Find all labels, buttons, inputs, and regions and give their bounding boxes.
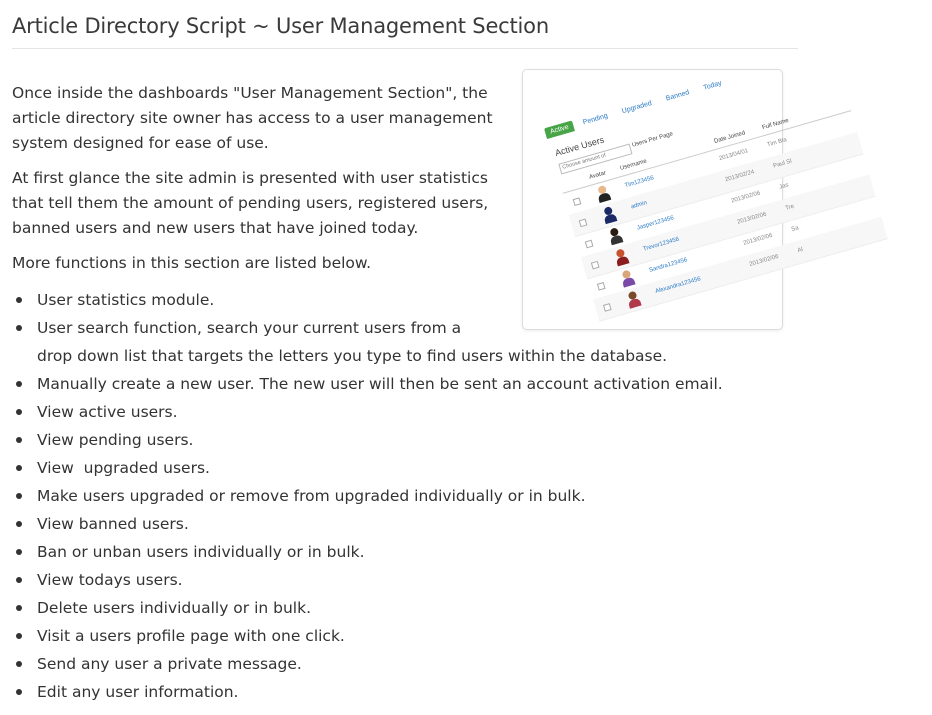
row-username: Jasper123456 bbox=[636, 215, 675, 232]
row-date-joined: 2013/02/06 bbox=[730, 190, 762, 205]
screenshot-section-title: Active Users bbox=[553, 134, 606, 159]
row-checkbox bbox=[579, 219, 588, 228]
row-date-joined: 2013/02/06 bbox=[736, 211, 768, 226]
list-item-text: View banned users. bbox=[37, 515, 189, 533]
list-item bbox=[12, 370, 723, 398]
avatar bbox=[600, 205, 618, 224]
list-item bbox=[12, 622, 723, 650]
bullet-icon bbox=[16, 437, 22, 443]
list-item-text: View upgraded users. bbox=[37, 459, 210, 477]
row-username: Tim123456 bbox=[624, 175, 655, 190]
avatar bbox=[606, 226, 624, 245]
tab-pending: Pending bbox=[582, 112, 609, 127]
row-checkbox bbox=[573, 197, 582, 206]
row-date-joined: 2013/02/06 bbox=[748, 253, 780, 268]
list-item bbox=[12, 650, 723, 678]
list-item bbox=[12, 426, 723, 454]
tab-active: Active bbox=[544, 120, 575, 139]
list-item-text-continued: drop down list that targets the letters you type to find users within the database. bbox=[37, 347, 668, 365]
avatar bbox=[594, 184, 612, 203]
list-item bbox=[12, 286, 723, 314]
bullet-icon bbox=[16, 605, 22, 611]
list-item-text: User statistics module. bbox=[37, 291, 215, 309]
row-full-name: Paul Sl bbox=[772, 158, 793, 170]
list-item bbox=[12, 510, 723, 538]
bullet-icon bbox=[16, 577, 22, 583]
list-item bbox=[12, 398, 723, 426]
row-username: admin bbox=[630, 200, 648, 211]
tab-upgraded: Upgraded bbox=[621, 99, 653, 116]
row-username: Alexandra123456 bbox=[654, 276, 702, 295]
list-item-text: View pending users. bbox=[37, 431, 194, 449]
list-item-text: Edit any user information. bbox=[37, 683, 239, 701]
column-avatar: Avatar bbox=[588, 170, 607, 181]
list-item-text: User search function, search your current users from a bbox=[37, 319, 462, 337]
list-item-text: Manually create a new user. The new user will then be sent an account activation email. bbox=[37, 375, 723, 393]
screenshot-per-page-label: Users Per Page bbox=[631, 131, 674, 149]
list-item-text: View active users. bbox=[37, 403, 178, 421]
list-item bbox=[12, 566, 723, 594]
tab-today: Today bbox=[702, 79, 723, 92]
list-item bbox=[12, 538, 723, 566]
tab-banned: Banned bbox=[665, 89, 691, 103]
list-item bbox=[12, 482, 723, 510]
list-item-text: Delete users individually or in bulk. bbox=[37, 599, 312, 617]
column-full-name: Full Name bbox=[761, 117, 790, 132]
list-item-text: Visit a users profile page with one click. bbox=[37, 627, 345, 645]
screenshot-amount-select: Choose amount of bbox=[558, 143, 632, 174]
row-full-name: Tim Bla bbox=[766, 137, 788, 149]
avatar bbox=[613, 247, 631, 266]
functions-paragraph: More functions in this section are listed below. bbox=[12, 254, 372, 272]
row-full-name: Sa bbox=[790, 225, 800, 234]
page-title: Article Directory Script ~ User Management Section bbox=[12, 14, 549, 38]
bullet-icon bbox=[16, 325, 22, 331]
list-item-text: Send any user a private message. bbox=[37, 655, 302, 673]
bullet-icon bbox=[16, 661, 22, 667]
row-checkbox bbox=[591, 261, 600, 270]
row-username: Sandra123456 bbox=[648, 257, 689, 274]
list-item bbox=[12, 678, 723, 706]
bullet-icon bbox=[16, 493, 22, 499]
statistics-paragraph: At first glance the site admin is presented with user statistics that tell them the amount of pending users, registered users, banned users and new users that have joined today. bbox=[12, 169, 489, 237]
list-item bbox=[12, 454, 723, 482]
screenshot-tabs bbox=[544, 76, 732, 142]
bullet-icon bbox=[16, 633, 22, 639]
row-username: Trevor123456 bbox=[642, 236, 680, 253]
bullet-icon bbox=[16, 549, 22, 555]
bullet-icon bbox=[16, 521, 22, 527]
list-item-text: Ban or unban users individually or in bulk. bbox=[37, 543, 365, 561]
row-date-joined: 2013/02/24 bbox=[724, 169, 756, 184]
row-checkbox bbox=[585, 240, 594, 249]
row-full-name: Tre bbox=[784, 203, 795, 212]
bullet-icon bbox=[16, 297, 22, 303]
bullet-icon bbox=[16, 409, 22, 415]
row-date-joined: 2013/04/01 bbox=[718, 148, 750, 163]
row-full-name: Jas bbox=[778, 182, 790, 191]
bullet-icon bbox=[16, 465, 22, 471]
avatar bbox=[619, 269, 637, 288]
row-date-joined: 2013/02/06 bbox=[742, 232, 774, 247]
column-date-joined: Date Joined bbox=[713, 130, 746, 145]
feature-list bbox=[12, 286, 723, 706]
list-item bbox=[12, 594, 723, 622]
intro-paragraph: Once inside the dashboards "User Management Section", the article directory site owner has access to a user management system designed for ease of use. bbox=[12, 84, 493, 152]
list-item-text: View todays users. bbox=[37, 571, 183, 589]
bullet-icon bbox=[16, 381, 22, 387]
column-username: Username bbox=[619, 158, 648, 172]
list-item bbox=[12, 314, 723, 370]
row-full-name: Al bbox=[796, 246, 804, 255]
list-item-text: Make users upgraded or remove from upgraded individually or in bulk. bbox=[37, 487, 586, 505]
bullet-icon bbox=[16, 689, 22, 695]
